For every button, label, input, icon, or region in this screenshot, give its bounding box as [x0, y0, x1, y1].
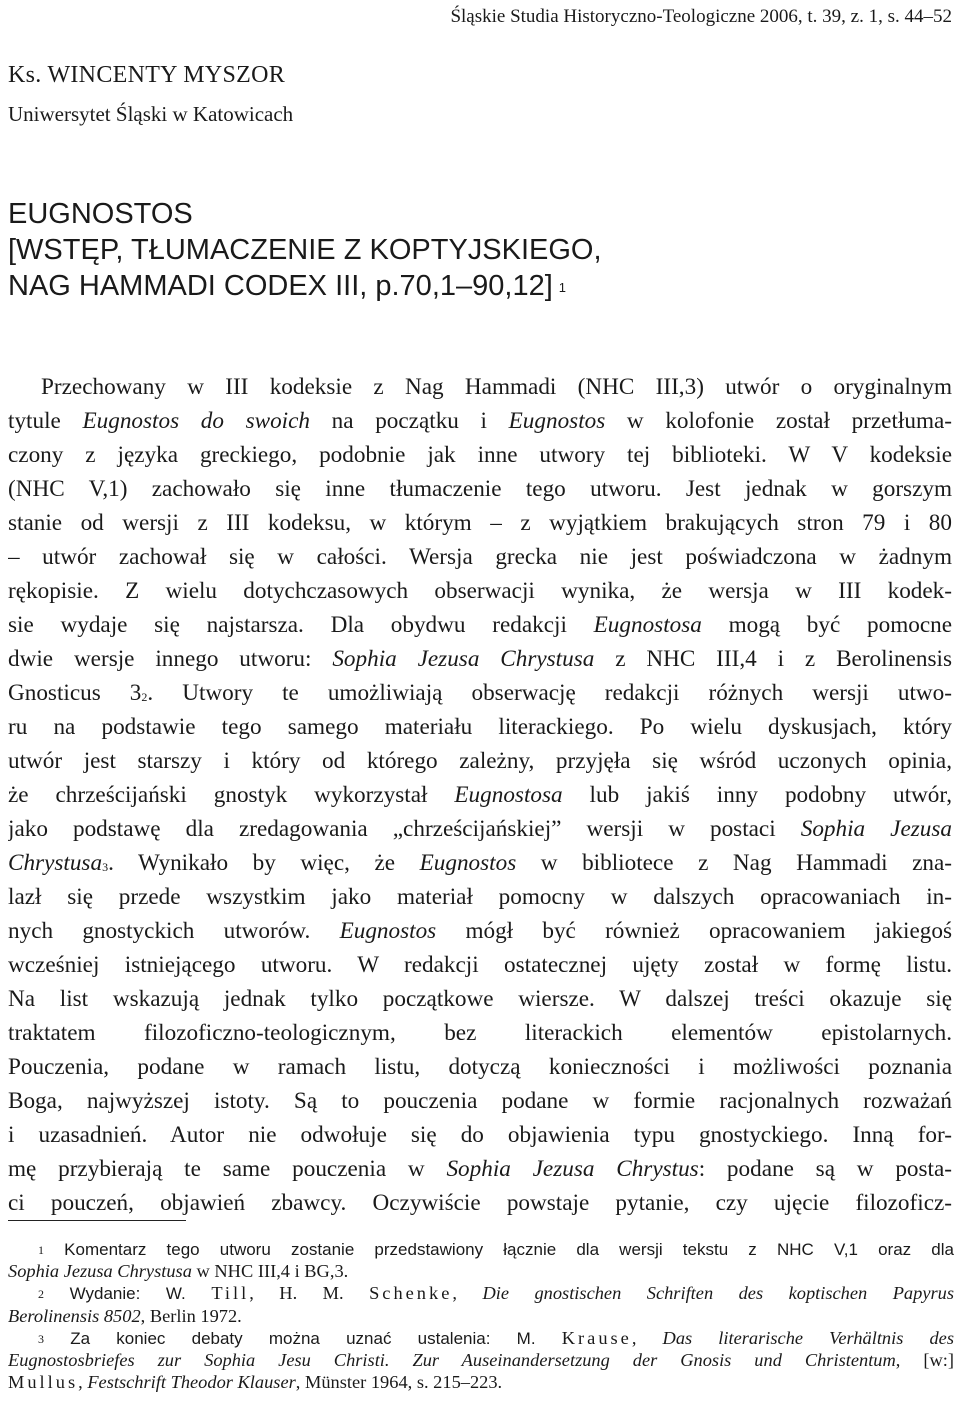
body-line: czony z języka greckiego, podobnie jak inne utwory tej biblioteki. W V kodeksie [8, 442, 952, 468]
text-run: nych gnostyckich utworów. [8, 918, 340, 944]
italic-title: Eugnostos do swoich [82, 408, 310, 434]
text-run: z NHC III,4 i z Berolinensis [594, 646, 952, 672]
text-run: mogą być pomocne [701, 612, 952, 638]
text-run: , Münster 1964, s. 215–223. [295, 1372, 503, 1393]
body-line: i uzasadnień. Autor nie odwołuje się do objawienia typu gnostyckiego. Inną for- [8, 1122, 952, 1148]
body-line [8, 1152, 952, 1186]
text-run: mę przybierają te same pouczenia w [8, 1156, 447, 1182]
body-line: ru na podstawie tego samego materiału literackiego. Po wielu dyskusjach, który [8, 714, 952, 740]
text-run: jako podstawę dla zredagowania „chrześcijańskiej” wersji w postaci [8, 816, 801, 842]
body-line: Pouczenia, podane w ramach listu, dotyczą konieczności i możliwości poznania [8, 1054, 952, 1080]
body-line [8, 676, 952, 710]
author-spaced: Till [211, 1283, 250, 1304]
text-run: , [78, 1372, 88, 1393]
text-run: Wydanie: W. [44, 1284, 212, 1304]
text-run: Za koniec debaty można uznać ustalenia: M. [44, 1328, 562, 1348]
footnote-ref[interactable]: 3 [102, 860, 109, 874]
body-line [8, 812, 952, 846]
author-affiliation: Uniwersytet Śląski w Katowicach [8, 102, 294, 126]
body-line [8, 642, 952, 676]
body-line: rękopisie. Z wielu dotychczasowych obserwacji wynika, że wersja w III kodek- [8, 578, 952, 604]
footnote-number: 2 [38, 1287, 44, 1302]
footnote-2-line [8, 1305, 954, 1327]
text-run: , [w:] [895, 1349, 954, 1370]
text-run: w bibliotece z Nag Hammadi zna- [516, 850, 952, 876]
text-run: . Utwory te umożliwiają obserwację redakcji różnych wersji utwo- [147, 680, 952, 706]
text-run: dwie wersje innego utworu: [8, 646, 333, 672]
body-line: wcześniej istniejącego utworu. W redakcji ostatecznej ujęty został w formę listu. [8, 952, 952, 978]
text-run: Gnosticus 3 [8, 680, 142, 706]
text-run: w NHC III,4 i BG,3. [191, 1261, 349, 1282]
body-line [8, 608, 952, 642]
text-run: , H. M. [249, 1283, 370, 1304]
italic-title: Eugnostos [419, 850, 517, 876]
title-line-3-text: NAG HAMMADI CODEX III, p.70,1–90,12] [8, 270, 553, 302]
footnote-separator [8, 1220, 186, 1221]
body-line: ci pouczeń, objawień zbawcy. Oczywiście powstaje pytanie, czy ujęcie filozoficz- [8, 1190, 952, 1216]
text-run: tytule [8, 408, 83, 434]
body-line: Na list wskazują jednak tylko początkowe wiersze. W dalszej treści okazuje się [8, 986, 952, 1012]
text-run: w kolofonie został przetłuma- [605, 408, 952, 434]
footnote-1-line [8, 1238, 954, 1260]
italic-title: Sophia Jezusa Chrystusa [332, 646, 595, 672]
footnote-3-line [8, 1327, 954, 1349]
italic-title: Eugnostos [339, 918, 437, 944]
italic-title: Die gnostischen Schriften des koptischen Papyrus [482, 1283, 954, 1304]
text-run: , [631, 1327, 663, 1348]
author-name: Ks. WINCENTY MYSZOR [8, 62, 286, 88]
text-run: mógł być również opracowaniem jakiegoś [436, 918, 952, 944]
italic-title: Eugnostosbriefes zur Sophia Jesu Christi. Zur Auseinandersetzung der Gnosis und Christentum [8, 1349, 896, 1370]
title-footnote-mark[interactable]: 1 [558, 280, 566, 295]
text-run: : podane są w posta- [698, 1156, 952, 1182]
italic-title: Das literarische Verhältnis des [662, 1327, 954, 1348]
body-line: lazł się przede wszystkim jako materiał pomocny w dalszych opracowaniach in- [8, 884, 952, 910]
body-line [8, 404, 952, 438]
footnote-ref[interactable]: 2 [141, 690, 148, 704]
body-line [8, 846, 952, 880]
body-line: Boga, najwyższej istoty. Są to pouczenia podane w formie racjonalnych rozważań [8, 1088, 952, 1114]
italic-title: Eugnostosa [454, 782, 563, 808]
journal-citation: Śląskie Studia Historyczno-Teologiczne 2006, t. 39, z. 1, s. 44–52 [450, 6, 952, 27]
italic-title: Berolinensis 8502 [8, 1305, 141, 1326]
italic-title: Sophia Jezusa Chrystusa [8, 1261, 192, 1282]
title-line-1: EUGNOSTOS [8, 198, 193, 230]
body-line: – utwór zachował się w całości. Wersja grecka nie jest poświadczona w żadnym [8, 544, 952, 570]
article-body [8, 370, 952, 1220]
italic-title: Eugnostos [508, 408, 606, 434]
body-line: (NHC V,1) zachowało się inne tłumaczenie tego utworu. Jest jednak w gorszym [8, 476, 952, 502]
title-line-2: [WSTĘP, TŁUMACZENIE Z KOPTYJSKIEGO, [8, 234, 602, 266]
text-run: . Wynikało by więc, że [108, 850, 420, 876]
footnote-1-line [8, 1260, 954, 1282]
footnote-number: 1 [38, 1243, 44, 1257]
text-run: , Berlin 1972. [140, 1305, 242, 1326]
italic-title: Chrystusa [8, 850, 103, 876]
author-spaced: Krause [561, 1327, 632, 1348]
body-line: utwór jest starszy i który od którego zależny, przyjęła się wśród uczonych opinia, [8, 748, 952, 774]
body-line: stanie od wersji z III kodeksu, w którym – z wyjątkiem brakujących stron 79 i 80 [8, 510, 952, 536]
italic-title: Festschrift Theodor Klauser [87, 1372, 296, 1393]
body-line [8, 914, 952, 948]
text-run: na początku i [310, 408, 509, 434]
footnote-2-line [8, 1282, 954, 1304]
author-spaced: Mullus [8, 1372, 79, 1393]
footnote-3-line [8, 1349, 954, 1371]
footnotes [8, 1238, 954, 1393]
text-run: że chrześcijański gnostyk wykorzystał [8, 782, 455, 808]
italic-title: Sophia Jezusa Chrystus [446, 1156, 699, 1182]
italic-title: Sophia Jezusa [800, 816, 952, 842]
footnote-3-line [8, 1371, 954, 1393]
article-title [8, 196, 948, 304]
text-run: , [452, 1283, 483, 1304]
body-line: traktatem filozoficzno-teologicznym, bez literackich elementów epistolarnych. [8, 1020, 952, 1046]
title-line-3 [8, 268, 948, 304]
footnote-number: 3 [38, 1331, 44, 1346]
body-line [8, 778, 952, 812]
text-run: lub jakiś inny podobny utwór, [562, 782, 952, 808]
italic-title: Eugnostosa [593, 612, 702, 638]
body-line: Przechowany w III kodeksie z Nag Hammadi (NHC III,3) utwór o oryginalnym [41, 374, 952, 400]
author-spaced: Schenke [369, 1283, 453, 1304]
text-run: Komentarz tego utworu zostanie przedstawiony łącznie dla wersji tekstu z NHC V,1 oraz dla [44, 1240, 954, 1259]
text-run: sie wydaje się najstarsza. Dla obydwu redakcji [8, 612, 594, 638]
